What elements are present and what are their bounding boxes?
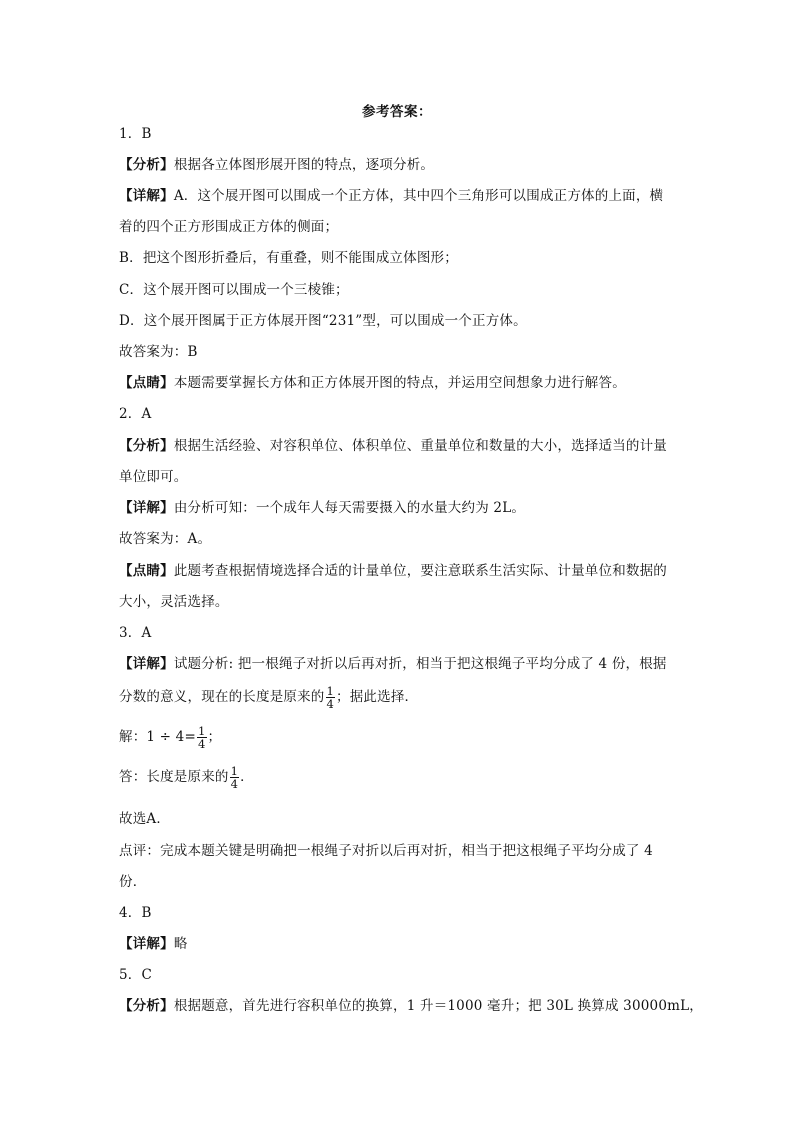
fraction-one-quarter: [326, 685, 336, 710]
q3-answer: [119, 762, 254, 792]
detail-tag: 【详解】: [119, 936, 174, 952]
detail-text: A．这个展开图可以围成一个正方体，其中四个三角形可以围成正方体的上面，横: [173, 188, 664, 204]
q4-number: 4．B: [119, 905, 152, 921]
q3-remark-cont: 份．: [119, 874, 147, 890]
comment-text: 本题需要掌握长方体和正方体展开图的特点，并运用空间想象力进行解答。: [173, 375, 626, 391]
analysis-tag: 【分析】: [119, 157, 174, 173]
analysis-tag: 【分析】: [119, 998, 174, 1014]
q1-detail-cont: 着的四个正方形围成正方体的侧面；: [119, 219, 339, 235]
fraction-denominator: 4: [326, 697, 335, 711]
q3-solution: [119, 722, 221, 752]
solution-text: ；: [207, 729, 222, 745]
q4-detail: [119, 935, 188, 953]
solution-text: 解：1 ÷ 4=: [119, 729, 196, 745]
q2-number: 2．A: [119, 406, 152, 422]
q1-answer: 故答案为：B: [119, 344, 198, 360]
fraction-one-quarter: [197, 725, 207, 750]
detail-text: 分数的意义，现在的长度是原来的: [119, 689, 325, 705]
q2-comment-cont: 大小，灵活选择。: [119, 594, 229, 610]
detail-tag: 【详解】: [119, 188, 174, 204]
detail-tag: 【详解】: [119, 500, 174, 516]
q2-analysis: [119, 437, 667, 455]
comment-tag: 【点睛】: [119, 375, 174, 391]
analysis-text: 根据各立体图形展开图的特点，逐项分析。: [173, 157, 435, 173]
detail-text: 略: [173, 936, 188, 952]
q5-analysis: [119, 997, 703, 1015]
q2-detail: [119, 499, 525, 517]
q1-comment: [119, 374, 626, 392]
q2-comment: [119, 562, 667, 580]
fraction-one-quarter: [230, 765, 240, 790]
analysis-tag: 【分析】: [119, 438, 174, 454]
q1-number: 1．B: [119, 126, 152, 142]
detail-text: ；据此选择．: [336, 689, 419, 705]
detail-text: 试题分析: 把一根绳子对折以后再对折，相当于把这根绳子平均分成了 4 份，根据: [173, 656, 667, 672]
q1-option-d: D．这个展开图属于正方体展开图“231”型，可以围成一个正方体。: [119, 313, 527, 329]
fraction-numerator: 1: [230, 764, 239, 778]
q3-detail-cont: [119, 682, 418, 712]
q3-remark: 点评：完成本题关键是明确把一根绳子对折以后再对折，相当于把这根绳子平均分成了 4: [119, 843, 653, 859]
analysis-text: 根据生活经验、对容积单位、体积单位、重量单位和数量的大小，选择适当的计量: [173, 438, 668, 454]
q3-detail: [119, 655, 667, 673]
fraction-numerator: 1: [326, 684, 335, 698]
comment-tag: 【点睛】: [119, 563, 174, 579]
detail-tag: 【详解】: [119, 656, 174, 672]
answer-text: ．: [240, 769, 254, 785]
fraction-numerator: 1: [197, 724, 206, 738]
q1-detail: [119, 187, 663, 205]
detail-text: 由分析可知：一个成年人每天需要摄入的水量大约为 2L。: [173, 500, 526, 516]
fraction-denominator: 4: [230, 777, 239, 791]
analysis-text: 根据题意，首先进行容积单位的换算，1 升＝1000 毫升；把 30L 换算成 30000mL，: [173, 998, 703, 1014]
q2-answer: 故答案为：A。: [119, 531, 212, 547]
q5-number: 5．C: [119, 967, 153, 983]
q3-choice: 故选A．: [119, 811, 171, 827]
q1-option-b: B．把这个图形折叠后，有重叠，则不能围成立体图形；: [119, 250, 458, 266]
fraction-denominator: 4: [197, 737, 206, 751]
q1-option-c: C．这个展开图可以围成一个三棱锥；: [119, 282, 349, 298]
q2-analysis-cont: 单位即可。: [119, 469, 188, 485]
q3-number: 3．A: [119, 625, 152, 641]
q1-analysis: [119, 156, 434, 174]
answer-text: 答：长度是原来的: [119, 769, 229, 785]
comment-text: 此题考查根据情境选择合适的计量单位，要注意联系生活实际、计量单位和数据的: [173, 563, 668, 579]
page-title: 参考答案：: [362, 104, 432, 120]
